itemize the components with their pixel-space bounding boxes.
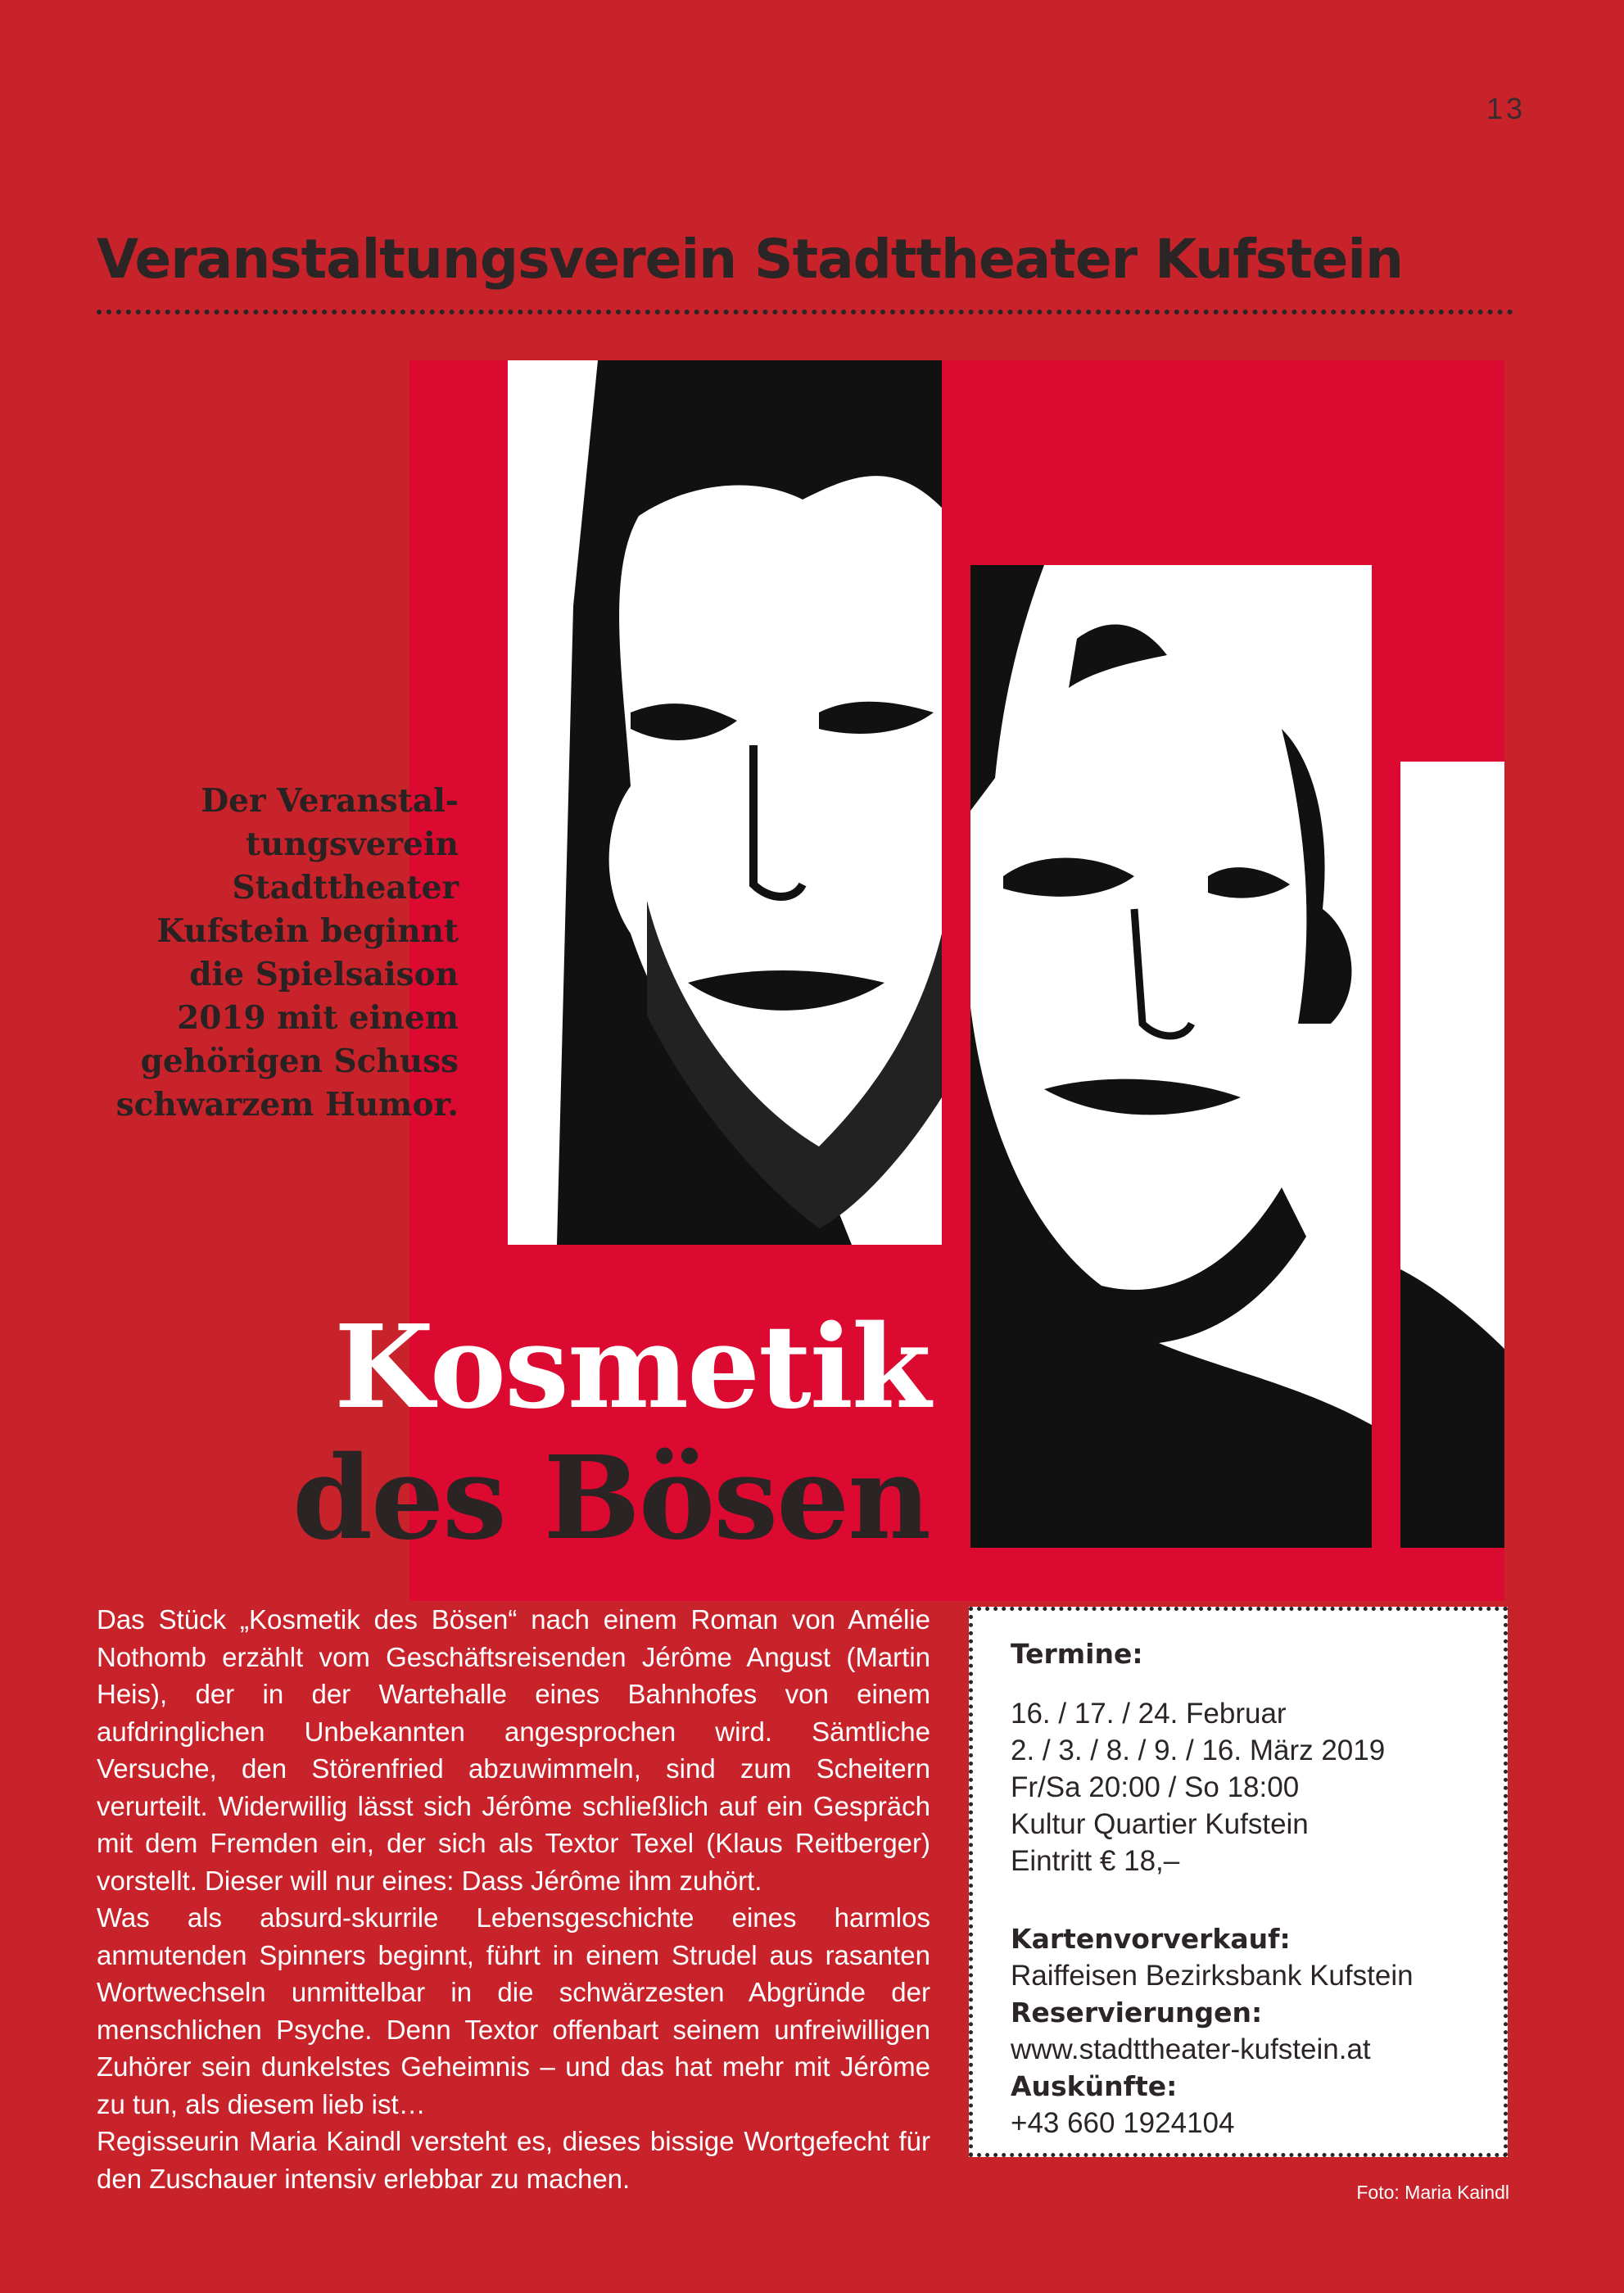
article-paragraph: Das Stück „Kosmetik des Bösen“ nach einem Roman von Amélie Nothomb erzählt vom Geschäftsreisenden Jérôme Angust (Martin Heis), der in der Wartehalle eines Bahnhofes von einem aufdringlichen Unbekannten angesprochen wird. Sämtliche Versuche, den Störenfried abzuwimmeln, sind zum Scheitern verurteilt. Widerwillig lässt sich Jérôme schließlich auf ein Gespräch mit dem Fremden ein, der sich als Textor Texel (Klaus Reitberger) vorstellt. Dieser will nur eines: Dass Jérôme ihm zuhört. bbox=[97, 1604, 930, 1896]
headline-line-1: Kosmetik bbox=[334, 1300, 930, 1435]
portrait-photo-left bbox=[508, 360, 942, 1245]
intro-line: Der Veranstal- bbox=[201, 782, 459, 820]
termine-label: Termine: bbox=[1011, 1638, 1143, 1670]
reservierungen-label: Reservierungen: bbox=[1011, 1997, 1263, 2028]
header-divider bbox=[97, 310, 1513, 314]
article-body bbox=[97, 1601, 930, 2197]
intro-line: Stadttheater bbox=[232, 869, 459, 907]
page-number: 13 bbox=[1486, 92, 1526, 125]
article-paragraph: Was als absurd-skurrile Lebensgeschichte eines harmlos anmutenden Spinners beginnt, führt in einem Strudel aus rasanten Wortwechseln unmittelbar in die schwärzesten Abgründe der menschlichen Psyche. Denn Textor offenbart seinem unfreiwilligen Zuhörer sein dunkelstes Geheimnis – und das hat mehr mit Jérôme zu tun, als diesem lieb ist… bbox=[97, 1902, 930, 2119]
dates-march: 2. / 3. / 8. / 9. / 16. März 2019 bbox=[1011, 1734, 1386, 1766]
phone-number[interactable]: +43 660 1924104 bbox=[1011, 2107, 1235, 2139]
photo-credit: Foto: Maria Kaindl bbox=[1356, 2182, 1509, 2203]
header-title: Veranstaltungsverein Stadttheater Kufstein bbox=[97, 228, 1404, 291]
event-info-box bbox=[969, 1607, 1508, 2157]
article-paragraph: Regisseurin Maria Kaindl versteht es, dieses bissige Wortgefecht für den Zuschauer intensiv erlebbar zu machen. bbox=[97, 2126, 930, 2194]
intro-line: gehörigen Schuss bbox=[140, 1042, 459, 1080]
intro-line: 2019 mit einem bbox=[177, 999, 459, 1037]
ticket-price: Eintritt € 18,– bbox=[1011, 1845, 1180, 1877]
show-times: Fr/Sa 20:00 / So 18:00 bbox=[1011, 1771, 1300, 1803]
intro-line: die Spielsaison bbox=[189, 956, 459, 993]
article-headline bbox=[164, 1302, 930, 1564]
reservierungen-link[interactable]: www.stadttheater-kufstein.at bbox=[1011, 2033, 1371, 2065]
intro-line: tungsverein bbox=[246, 825, 459, 863]
intro-line: schwarzem Humor. bbox=[115, 1086, 459, 1124]
venue: Kultur Quartier Kufstein bbox=[1011, 1808, 1309, 1840]
intro-quote bbox=[82, 780, 459, 1127]
dates-february: 16. / 17. / 24. Februar bbox=[1011, 1698, 1287, 1730]
vorverkauf-label: Kartenvorverkauf: bbox=[1011, 1923, 1291, 1955]
auskuenfte-label: Auskünfte: bbox=[1011, 2070, 1178, 2102]
portrait-photo-right bbox=[1400, 762, 1504, 1548]
headline-line-2: des Bösen bbox=[292, 1431, 930, 1566]
portrait-photo-center bbox=[970, 565, 1372, 1548]
intro-line: Kufstein beginnt bbox=[156, 912, 459, 950]
vorverkauf-value: Raiffeisen Bezirksbank Kufstein bbox=[1011, 1960, 1414, 1992]
